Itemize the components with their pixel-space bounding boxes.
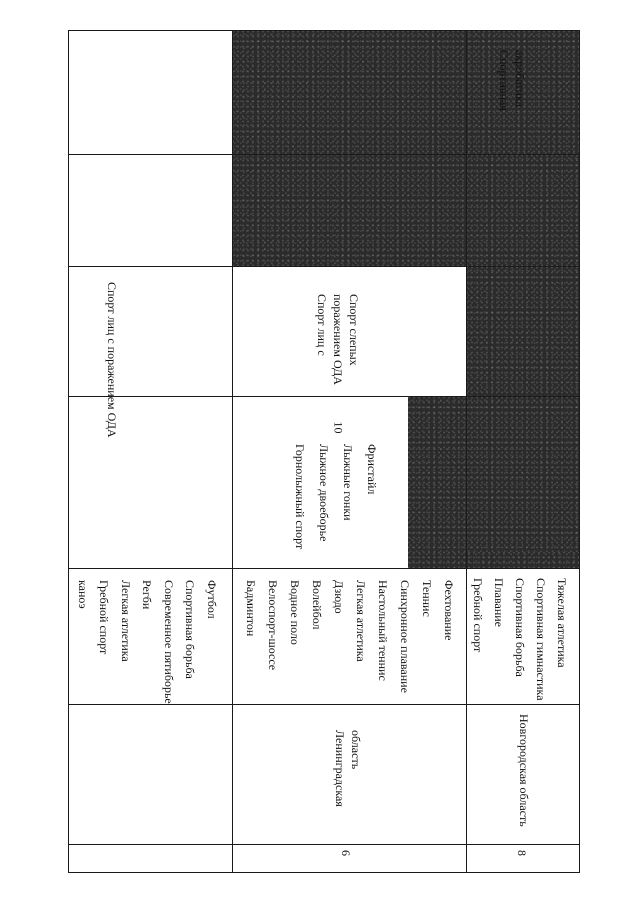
sport-item: Тяжелая атлетика [555,578,569,668]
r3-extra2-cell [496,50,528,111]
row-number: 8 [515,850,529,856]
winter-item: Фристайл [365,444,379,495]
sport-item: Легкая атлетика [354,580,368,662]
sport-item: каноэ [76,580,90,609]
r2-adaptive-cell [314,294,362,385]
winter-item: Лыжное двоеборье [317,444,331,542]
r2-region-cell [332,730,364,807]
winter-item: Лыжные гонки [341,444,355,521]
sport-item: Гребной спорт [471,578,485,653]
sport-item: Бадминтон [244,580,258,637]
r3-sports-cell [467,578,572,701]
sport-item: Настольный теннис [376,580,390,681]
sport-item: Легкая атлетика [119,580,133,662]
adaptive-item: Спорт слепых [347,294,361,366]
extra-item: акробатика [513,50,527,107]
sport-item: Спортивная борьба [183,580,198,679]
r1-sports-cell [72,580,223,704]
sport-item: Фехтование [442,580,456,641]
sport-item: Дзюдо [332,580,346,614]
adaptive-item: Спорт лиц с [315,294,329,356]
adaptive-item: Спорт лиц с поражением ОДА [105,282,119,438]
r2-num-cell [335,850,357,856]
shaded-cell-r3-winter [466,396,580,552]
r2-winter-cell [288,444,384,549]
sport-item: Спортивная борьба [513,578,527,677]
winter-item: Горнолыжный спорт [293,444,307,550]
sport-item: Спортивная гимнастика [534,578,548,701]
page-number: 10 [331,421,346,434]
sport-item: Теннис [420,580,434,617]
sport-item: Плавание [492,578,506,627]
adaptive-item: поражением ОДА [331,294,345,385]
sport-item: Волейбол [310,580,324,630]
sport-item: Гребной спорт [97,580,112,655]
shaded-cell-r2-extra1 [232,154,466,266]
sport-item: Водное поло [288,580,302,645]
shaded-cell-r2-extra2 [232,30,466,156]
r2-sports-cell [240,580,460,693]
extra-item: Спортивная [497,50,511,111]
region-line: Ленинградская [333,730,347,807]
r3-num-cell [511,850,533,856]
region-line: Новгородская область [517,714,531,827]
shaded-cell-r3-extra1 [466,154,580,266]
sport-item: Регби [140,580,155,610]
sport-item: Синхронное плавание [398,580,412,693]
r3-region-cell [513,714,535,827]
sport-item: Футбол [205,580,219,619]
r1-adaptive-cell [104,282,120,438]
shaded-cell-r3-adaptive [466,266,580,396]
row-number: 6 [339,850,353,856]
sport-item: Велоспорт-шоссе [266,580,280,671]
region-line: область [349,730,363,770]
sport-item: Современное пятиборье [162,580,176,704]
sports-table [62,24,586,879]
